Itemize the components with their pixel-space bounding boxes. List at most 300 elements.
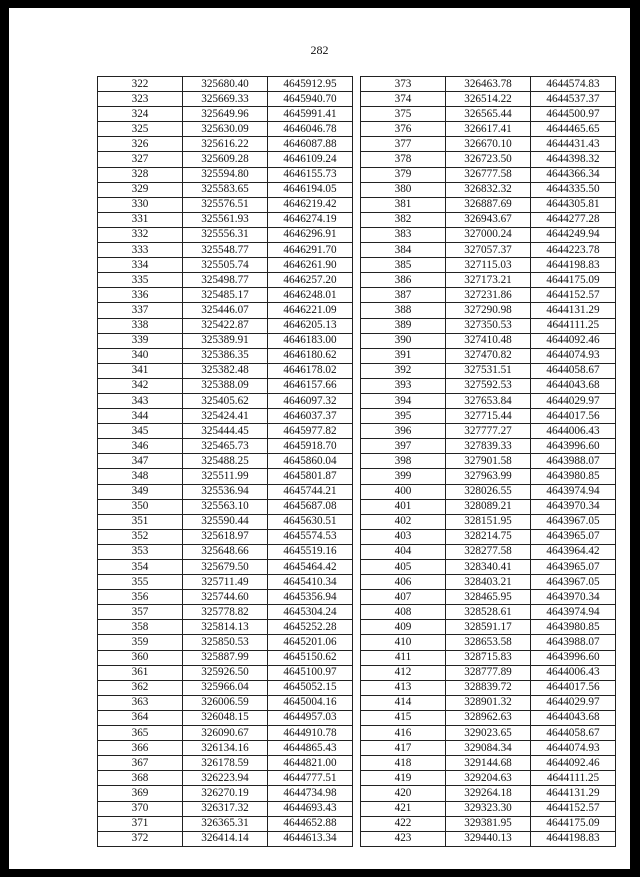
table-row: [98, 303, 616, 318]
x-coordinate-cell: 328465.95: [446, 590, 531, 605]
point-number-cell: 360: [98, 650, 183, 665]
table-row: [98, 484, 616, 499]
table-row: [98, 544, 616, 559]
x-coordinate-cell: 327173.21: [446, 273, 531, 288]
x-coordinate-cell: 327531.51: [446, 363, 531, 378]
point-number-cell: 347: [98, 454, 183, 469]
point-number-cell: 365: [98, 726, 183, 741]
table-row: [98, 771, 616, 786]
table-row: [98, 77, 616, 92]
table-row: [98, 514, 616, 529]
x-coordinate-cell: 325446.07: [183, 303, 268, 318]
column-gap: [353, 484, 361, 499]
x-coordinate-cell: 327115.03: [446, 258, 531, 273]
x-coordinate-cell: 325556.31: [183, 227, 268, 242]
table-row: [98, 409, 616, 424]
x-coordinate-cell: 329381.95: [446, 816, 531, 831]
point-number-cell: 400: [361, 484, 446, 499]
column-gap: [353, 605, 361, 620]
column-gap: [353, 786, 361, 801]
y-coordinate-cell: 4644500.97: [531, 107, 616, 122]
point-number-cell: 405: [361, 560, 446, 575]
column-gap: [353, 469, 361, 484]
table-row: [98, 801, 616, 816]
point-number-cell: 339: [98, 333, 183, 348]
column-gap: [353, 454, 361, 469]
x-coordinate-cell: 325966.04: [183, 680, 268, 695]
table-row: [98, 348, 616, 363]
table-row: [98, 273, 616, 288]
point-number-cell: 351: [98, 514, 183, 529]
y-coordinate-cell: 4644574.83: [531, 77, 616, 92]
table-row: [98, 831, 616, 846]
x-coordinate-cell: 325561.93: [183, 212, 268, 227]
y-coordinate-cell: 4645940.70: [268, 92, 353, 107]
x-coordinate-cell: 325669.33: [183, 92, 268, 107]
x-coordinate-cell: 326617.41: [446, 122, 531, 137]
table-row: [98, 378, 616, 393]
y-coordinate-cell: 4646194.05: [268, 182, 353, 197]
x-coordinate-cell: 325630.09: [183, 122, 268, 137]
x-coordinate-cell: 325424.41: [183, 409, 268, 424]
y-coordinate-cell: 4646109.24: [268, 152, 353, 167]
column-gap: [353, 499, 361, 514]
y-coordinate-cell: 4645744.21: [268, 484, 353, 499]
y-coordinate-cell: 4644693.43: [268, 801, 353, 816]
table-row: [98, 620, 616, 635]
point-number-cell: 335: [98, 273, 183, 288]
x-coordinate-cell: 325778.82: [183, 605, 268, 620]
page-number: 282: [310, 43, 329, 57]
column-gap: [353, 393, 361, 408]
point-number-cell: 331: [98, 212, 183, 227]
point-number-cell: 367: [98, 756, 183, 771]
column-gap: [353, 92, 361, 107]
x-coordinate-cell: 326223.94: [183, 771, 268, 786]
point-number-cell: 376: [361, 122, 446, 137]
y-coordinate-cell: 4646037.37: [268, 409, 353, 424]
x-coordinate-cell: 325616.22: [183, 137, 268, 152]
table-row: [98, 439, 616, 454]
y-coordinate-cell: 4644131.29: [531, 303, 616, 318]
point-number-cell: 402: [361, 514, 446, 529]
y-coordinate-cell: 4645630.51: [268, 514, 353, 529]
y-coordinate-cell: 4644335.50: [531, 182, 616, 197]
y-coordinate-cell: 4644652.88: [268, 816, 353, 831]
table-row: [98, 258, 616, 273]
column-gap: [353, 318, 361, 333]
y-coordinate-cell: 4644305.81: [531, 197, 616, 212]
column-gap: [353, 212, 361, 227]
y-coordinate-cell: 4645519.16: [268, 544, 353, 559]
column-gap: [353, 258, 361, 273]
column-gap: [353, 167, 361, 182]
y-coordinate-cell: 4644074.93: [531, 741, 616, 756]
table-row: [98, 499, 616, 514]
x-coordinate-cell: 329084.34: [446, 741, 531, 756]
x-coordinate-cell: 328715.83: [446, 650, 531, 665]
point-number-cell: 406: [361, 575, 446, 590]
column-gap: [353, 816, 361, 831]
column-gap: [353, 333, 361, 348]
y-coordinate-cell: 4646257.20: [268, 273, 353, 288]
x-coordinate-cell: 325618.97: [183, 529, 268, 544]
x-coordinate-cell: 328026.55: [446, 484, 531, 499]
column-gap: [353, 650, 361, 665]
x-coordinate-cell: 327231.86: [446, 288, 531, 303]
y-coordinate-cell: 4645100.97: [268, 665, 353, 680]
y-coordinate-cell: 4646261.90: [268, 258, 353, 273]
point-number-cell: 372: [98, 831, 183, 846]
point-number-cell: 385: [361, 258, 446, 273]
point-number-cell: 408: [361, 605, 446, 620]
y-coordinate-cell: 4643967.05: [531, 575, 616, 590]
y-coordinate-cell: 4646046.78: [268, 122, 353, 137]
y-coordinate-cell: 4643964.42: [531, 544, 616, 559]
point-number-cell: 355: [98, 575, 183, 590]
point-number-cell: 413: [361, 680, 446, 695]
x-coordinate-cell: 326943.67: [446, 212, 531, 227]
x-coordinate-cell: 325814.13: [183, 620, 268, 635]
y-coordinate-cell: 4643970.34: [531, 499, 616, 514]
x-coordinate-cell: 325583.65: [183, 182, 268, 197]
y-coordinate-cell: 4644152.57: [531, 801, 616, 816]
x-coordinate-cell: 326565.44: [446, 107, 531, 122]
y-coordinate-cell: 4644058.67: [531, 726, 616, 741]
column-gap: [353, 273, 361, 288]
column-gap: [353, 77, 361, 92]
x-coordinate-cell: 328528.61: [446, 605, 531, 620]
y-coordinate-cell: 4645304.24: [268, 605, 353, 620]
table-row: [98, 182, 616, 197]
y-coordinate-cell: 4646087.88: [268, 137, 353, 152]
y-coordinate-cell: 4644734.98: [268, 786, 353, 801]
table-row: [98, 605, 616, 620]
point-number-cell: 342: [98, 378, 183, 393]
column-gap: [353, 831, 361, 846]
point-number-cell: 423: [361, 831, 446, 846]
point-number-cell: 324: [98, 107, 183, 122]
x-coordinate-cell: 326670.10: [446, 137, 531, 152]
table-row: [98, 212, 616, 227]
x-coordinate-cell: 325382.48: [183, 363, 268, 378]
x-coordinate-cell: 328777.89: [446, 665, 531, 680]
x-coordinate-cell: 327290.98: [446, 303, 531, 318]
table-row: [98, 756, 616, 771]
x-coordinate-cell: 326832.32: [446, 182, 531, 197]
x-coordinate-cell: 325444.45: [183, 424, 268, 439]
point-number-cell: 393: [361, 378, 446, 393]
x-coordinate-cell: 326178.59: [183, 756, 268, 771]
x-coordinate-cell: 329264.18: [446, 786, 531, 801]
point-number-cell: 411: [361, 650, 446, 665]
x-coordinate-cell: 326317.32: [183, 801, 268, 816]
column-gap: [353, 710, 361, 725]
table-row: [98, 635, 616, 650]
y-coordinate-cell: 4644537.37: [531, 92, 616, 107]
point-number-cell: 345: [98, 424, 183, 439]
y-coordinate-cell: 4646180.62: [268, 348, 353, 363]
column-gap: [353, 560, 361, 575]
y-coordinate-cell: 4643980.85: [531, 620, 616, 635]
x-coordinate-cell: 329204.63: [446, 771, 531, 786]
point-number-cell: 348: [98, 469, 183, 484]
point-number-cell: 398: [361, 454, 446, 469]
x-coordinate-cell: 325389.91: [183, 333, 268, 348]
point-number-cell: 368: [98, 771, 183, 786]
column-gap: [353, 107, 361, 122]
point-number-cell: 358: [98, 620, 183, 635]
table-row: [98, 741, 616, 756]
y-coordinate-cell: 4644957.03: [268, 710, 353, 725]
point-number-cell: 391: [361, 348, 446, 363]
y-coordinate-cell: 4645912.95: [268, 77, 353, 92]
point-number-cell: 396: [361, 424, 446, 439]
table-row: [98, 122, 616, 137]
point-number-cell: 414: [361, 695, 446, 710]
table-row: [98, 137, 616, 152]
point-number-cell: 397: [361, 439, 446, 454]
y-coordinate-cell: 4644029.97: [531, 393, 616, 408]
point-number-cell: 399: [361, 469, 446, 484]
point-number-cell: 370: [98, 801, 183, 816]
x-coordinate-cell: 328403.21: [446, 575, 531, 590]
point-number-cell: 375: [361, 107, 446, 122]
x-coordinate-cell: 326134.16: [183, 741, 268, 756]
column-gap: [353, 243, 361, 258]
table-row: [98, 288, 616, 303]
y-coordinate-cell: 4645687.08: [268, 499, 353, 514]
x-coordinate-cell: 325850.53: [183, 635, 268, 650]
point-number-cell: 323: [98, 92, 183, 107]
point-number-cell: 390: [361, 333, 446, 348]
point-number-cell: 416: [361, 726, 446, 741]
table-row: [98, 695, 616, 710]
y-coordinate-cell: 4644058.67: [531, 363, 616, 378]
y-coordinate-cell: 4644111.25: [531, 771, 616, 786]
column-gap: [353, 137, 361, 152]
x-coordinate-cell: 326270.19: [183, 786, 268, 801]
point-number-cell: 382: [361, 212, 446, 227]
x-coordinate-cell: 325609.28: [183, 152, 268, 167]
point-number-cell: 325: [98, 122, 183, 137]
x-coordinate-cell: 327470.82: [446, 348, 531, 363]
point-number-cell: 417: [361, 741, 446, 756]
y-coordinate-cell: 4646205.13: [268, 318, 353, 333]
y-coordinate-cell: 4644175.09: [531, 816, 616, 831]
y-coordinate-cell: 4644074.93: [531, 348, 616, 363]
table-row: [98, 318, 616, 333]
y-coordinate-cell: 4645004.16: [268, 695, 353, 710]
column-gap: [353, 409, 361, 424]
point-number-cell: 364: [98, 710, 183, 725]
x-coordinate-cell: 325505.74: [183, 258, 268, 273]
y-coordinate-cell: 4644277.28: [531, 212, 616, 227]
x-coordinate-cell: 328591.17: [446, 620, 531, 635]
column-gap: [353, 227, 361, 242]
y-coordinate-cell: 4646178.02: [268, 363, 353, 378]
point-number-cell: 422: [361, 816, 446, 831]
column-gap: [353, 529, 361, 544]
point-number-cell: 363: [98, 695, 183, 710]
point-number-cell: 388: [361, 303, 446, 318]
x-coordinate-cell: 328962.63: [446, 710, 531, 725]
y-coordinate-cell: 4644175.09: [531, 273, 616, 288]
x-coordinate-cell: 326777.58: [446, 167, 531, 182]
x-coordinate-cell: 325744.60: [183, 590, 268, 605]
column-gap: [353, 197, 361, 212]
column-gap: [353, 590, 361, 605]
x-coordinate-cell: 325711.49: [183, 575, 268, 590]
point-number-cell: 418: [361, 756, 446, 771]
y-coordinate-cell: 4644366.34: [531, 167, 616, 182]
y-coordinate-cell: 4644910.78: [268, 726, 353, 741]
column-gap: [353, 680, 361, 695]
y-coordinate-cell: 4643974.94: [531, 484, 616, 499]
y-coordinate-cell: 4644223.78: [531, 243, 616, 258]
point-number-cell: 354: [98, 560, 183, 575]
coordinate-table: [97, 76, 616, 847]
point-number-cell: 381: [361, 197, 446, 212]
table-row: [98, 152, 616, 167]
table-row: [98, 243, 616, 258]
column-gap: [353, 363, 361, 378]
x-coordinate-cell: 325679.50: [183, 560, 268, 575]
y-coordinate-cell: 4645052.15: [268, 680, 353, 695]
column-gap: [353, 771, 361, 786]
point-number-cell: 359: [98, 635, 183, 650]
table-row: [98, 726, 616, 741]
y-coordinate-cell: 4643967.05: [531, 514, 616, 529]
point-number-cell: 371: [98, 816, 183, 831]
y-coordinate-cell: 4644398.32: [531, 152, 616, 167]
column-gap: [353, 122, 361, 137]
point-number-cell: 410: [361, 635, 446, 650]
y-coordinate-cell: 4644017.56: [531, 409, 616, 424]
table-row: [98, 197, 616, 212]
y-coordinate-cell: 4646097.32: [268, 393, 353, 408]
column-gap: [353, 665, 361, 680]
y-coordinate-cell: 4644111.25: [531, 318, 616, 333]
column-gap: [353, 439, 361, 454]
x-coordinate-cell: 325422.87: [183, 318, 268, 333]
point-number-cell: 346: [98, 439, 183, 454]
y-coordinate-cell: 4645860.04: [268, 454, 353, 469]
x-coordinate-cell: 327057.37: [446, 243, 531, 258]
x-coordinate-cell: 325887.99: [183, 650, 268, 665]
x-coordinate-cell: 327901.58: [446, 454, 531, 469]
table-row: [98, 333, 616, 348]
x-coordinate-cell: 326048.15: [183, 710, 268, 725]
y-coordinate-cell: 4643970.34: [531, 590, 616, 605]
table-row: [98, 227, 616, 242]
y-coordinate-cell: 4644777.51: [268, 771, 353, 786]
y-coordinate-cell: 4646274.19: [268, 212, 353, 227]
x-coordinate-cell: 326414.14: [183, 831, 268, 846]
x-coordinate-cell: 325680.40: [183, 77, 268, 92]
x-coordinate-cell: 328089.21: [446, 499, 531, 514]
point-number-cell: 384: [361, 243, 446, 258]
y-coordinate-cell: 4644006.43: [531, 424, 616, 439]
y-coordinate-cell: 4644152.57: [531, 288, 616, 303]
point-number-cell: 341: [98, 363, 183, 378]
x-coordinate-cell: 325576.51: [183, 197, 268, 212]
y-coordinate-cell: 4645150.62: [268, 650, 353, 665]
y-coordinate-cell: 4644465.65: [531, 122, 616, 137]
x-coordinate-cell: 325648.66: [183, 544, 268, 559]
point-number-cell: 350: [98, 499, 183, 514]
x-coordinate-cell: 325488.25: [183, 454, 268, 469]
point-number-cell: 333: [98, 243, 183, 258]
point-number-cell: 361: [98, 665, 183, 680]
point-number-cell: 389: [361, 318, 446, 333]
y-coordinate-cell: 4644043.68: [531, 710, 616, 725]
document-page: [9, 8, 630, 869]
column-gap: [353, 544, 361, 559]
x-coordinate-cell: 328340.41: [446, 560, 531, 575]
point-number-cell: 349: [98, 484, 183, 499]
point-number-cell: 383: [361, 227, 446, 242]
table-row: [98, 680, 616, 695]
x-coordinate-cell: 328901.32: [446, 695, 531, 710]
coordinate-table-body: [98, 77, 616, 847]
x-coordinate-cell: 325590.44: [183, 514, 268, 529]
point-number-cell: 337: [98, 303, 183, 318]
point-number-cell: 404: [361, 544, 446, 559]
x-coordinate-cell: 327592.53: [446, 378, 531, 393]
point-number-cell: 379: [361, 167, 446, 182]
point-number-cell: 344: [98, 409, 183, 424]
y-coordinate-cell: 4644249.94: [531, 227, 616, 242]
x-coordinate-cell: 325548.77: [183, 243, 268, 258]
y-coordinate-cell: 4644198.83: [531, 258, 616, 273]
point-number-cell: 356: [98, 590, 183, 605]
column-gap: [353, 575, 361, 590]
point-number-cell: 322: [98, 77, 183, 92]
point-number-cell: 419: [361, 771, 446, 786]
y-coordinate-cell: 4644613.34: [268, 831, 353, 846]
point-number-cell: 357: [98, 605, 183, 620]
column-gap: [353, 695, 361, 710]
table-row: [98, 454, 616, 469]
x-coordinate-cell: 328151.95: [446, 514, 531, 529]
x-coordinate-cell: 329323.30: [446, 801, 531, 816]
y-coordinate-cell: 4643965.07: [531, 529, 616, 544]
y-coordinate-cell: 4644865.43: [268, 741, 353, 756]
y-coordinate-cell: 4645918.70: [268, 439, 353, 454]
point-number-cell: 387: [361, 288, 446, 303]
x-coordinate-cell: 329023.65: [446, 726, 531, 741]
y-coordinate-cell: 4646219.42: [268, 197, 353, 212]
table-row: [98, 575, 616, 590]
y-coordinate-cell: 4645201.06: [268, 635, 353, 650]
point-number-cell: 329: [98, 182, 183, 197]
point-number-cell: 392: [361, 363, 446, 378]
y-coordinate-cell: 4643988.07: [531, 454, 616, 469]
y-coordinate-cell: 4646221.09: [268, 303, 353, 318]
y-coordinate-cell: 4644017.56: [531, 680, 616, 695]
x-coordinate-cell: 326365.31: [183, 816, 268, 831]
y-coordinate-cell: 4644131.29: [531, 786, 616, 801]
y-coordinate-cell: 4645977.82: [268, 424, 353, 439]
point-number-cell: 334: [98, 258, 183, 273]
point-number-cell: 353: [98, 544, 183, 559]
table-row: [98, 529, 616, 544]
point-number-cell: 369: [98, 786, 183, 801]
point-number-cell: 374: [361, 92, 446, 107]
point-number-cell: 343: [98, 393, 183, 408]
table-row: [98, 393, 616, 408]
